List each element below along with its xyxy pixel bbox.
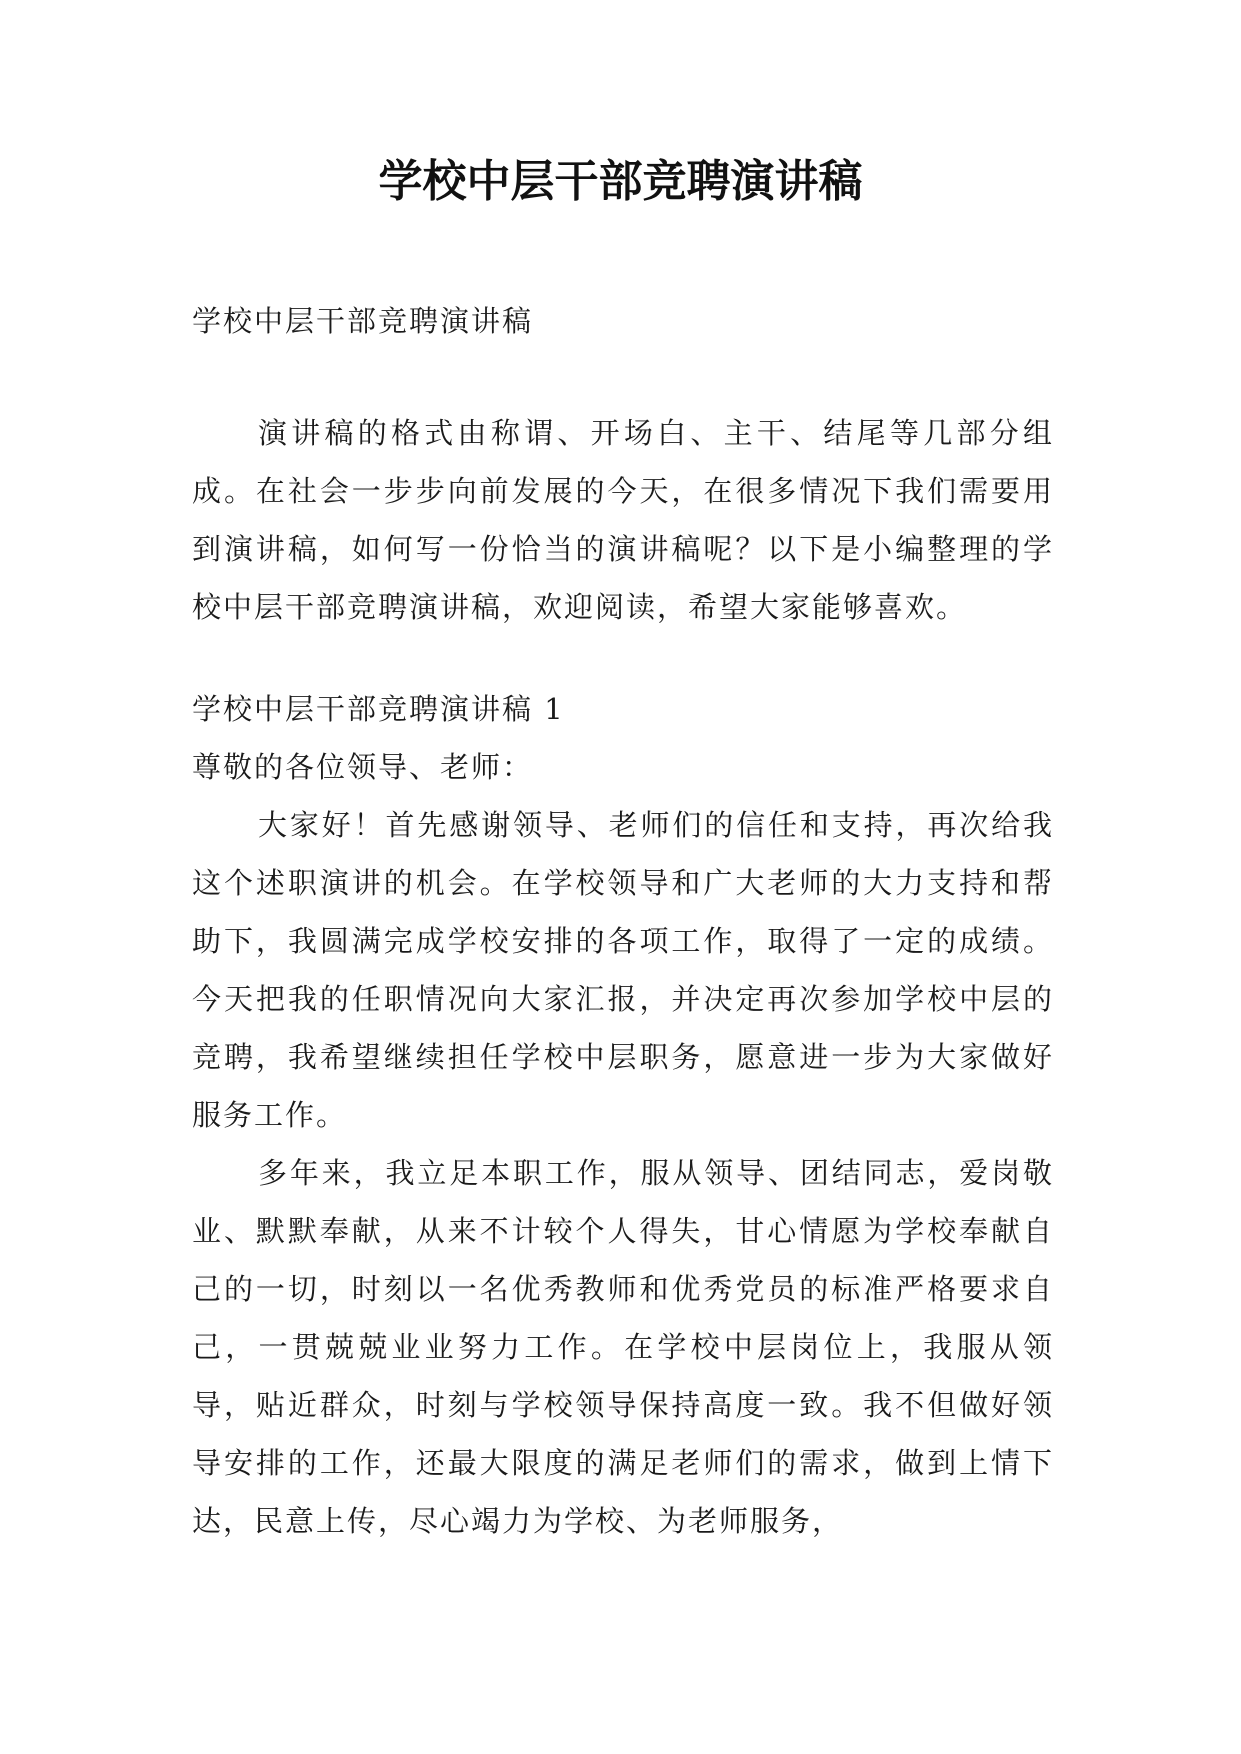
salutation: 尊敬的各位领导、老师： — [192, 750, 534, 784]
document-body — [192, 292, 1054, 1550]
body-paragraph: 大家好！首先感谢领导、老师们的信任和支持，再次给我这个述职演讲的机会。在学校领导和广大老师的大力支持和帮助下，我圆满完成学校安排的各项工作，取得了一定的成绩。今天把我的任职情况向大家汇报，并决定再次参加学校中层的竞聘，我希望继续担任学校中层职务，愿意进一步为大家做好服务工作。 — [192, 808, 1054, 1132]
section-heading: 学校中层干部竞聘演讲稿 1 — [192, 692, 565, 726]
body-paragraph: 多年来，我立足本职工作，服从领导、团结同志，爱岗敬业、默默奉献，从来不计较个人得失，甘心情愿为学校奉献自己的一切，时刻以一名优秀教师和优秀党员的标准严格要求自己，一贯兢兢业业努力工作。在学校中层岗位上，我服从领导，贴近群众，时刻与学校领导保持高度一致。我不但做好领导安排的工作，还最大限度的满足老师们的需求，做到上情下达，民意上传，尽心竭力为学校、为老师服务， — [192, 1156, 1054, 1538]
spacer — [192, 350, 1054, 404]
spacer — [192, 636, 1054, 680]
intro-paragraph: 演讲稿的格式由称谓、开场白、主干、结尾等几部分组成。在社会一步步向前发展的今天，在很多情况下我们需要用到演讲稿，如何写一份恰当的演讲稿呢？以下是小编整理的学校中层干部竞聘演讲稿，欢迎阅读，希望大家能够喜欢。 — [192, 416, 1054, 624]
document-subtitle: 学校中层干部竞聘演讲稿 — [192, 304, 534, 338]
document-title: 学校中层干部竞聘演讲稿 — [378, 156, 863, 207]
